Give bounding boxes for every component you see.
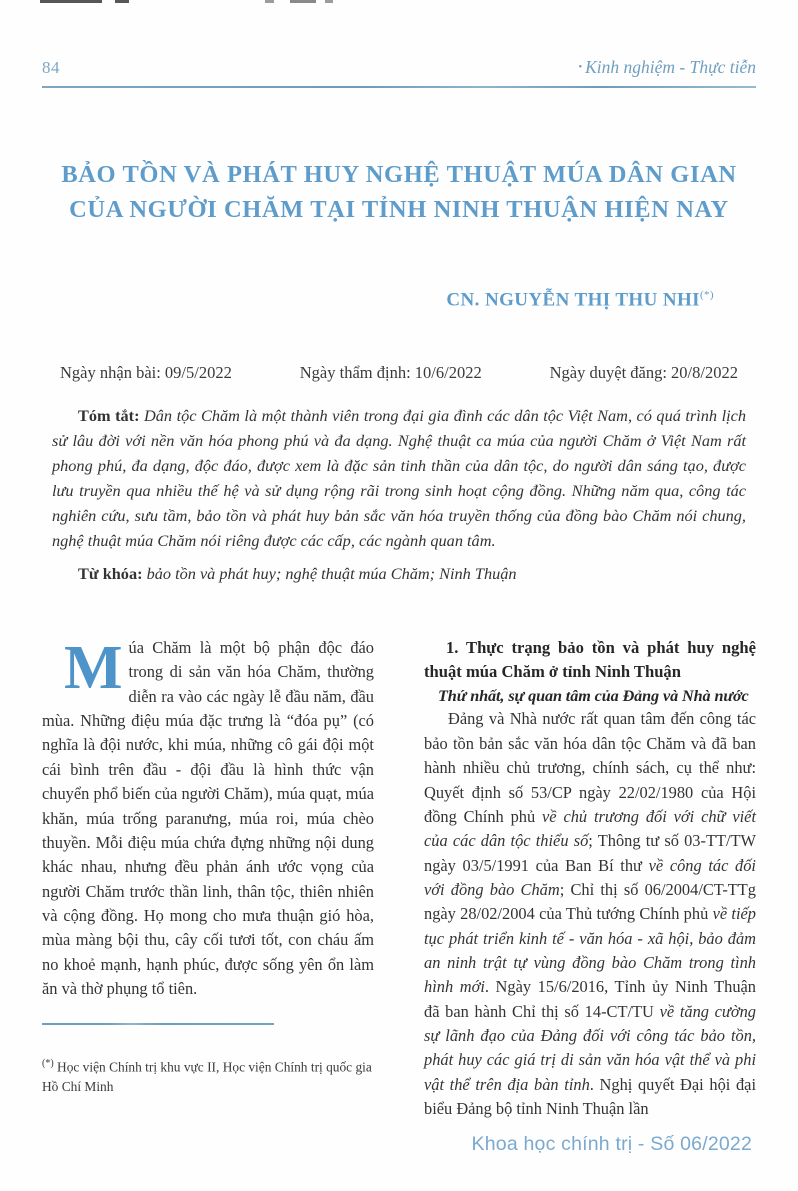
paragraph-run-4: ; Chỉ thị số 06/2004/CT-TTg ngày 28/02/2004 của Thủ tướng Chính phủ [424, 879, 756, 924]
paragraph-run-6: . Ngày 15/6/2016, Tỉnh ủy Ninh Thuận đã ban hành Chỉ thị số 14-CT/TU [424, 977, 756, 1021]
paragraph-run-0: Đảng và Nhà nước rất quan tâm đến công tác bảo tồn bản sắc văn hóa dân tộc Chăm và đã ban hành nhiều chủ trương, chính sách, cụ thể như: Quyết định số 53/CP ngày 22/02/1980 của Hội đồng Chính phủ [424, 709, 756, 826]
abstract-block [52, 404, 746, 586]
author-name: CN. NGUYỄN THỊ THU NHI [446, 289, 700, 311]
footnote-rule [42, 1023, 274, 1025]
column-left [42, 636, 374, 1001]
scan-artifact [40, 0, 102, 3]
date-approved: Ngày duyệt đăng: 20/8/2022 [549, 363, 738, 382]
article-title-line-2: CỦA NGƯỜI CHĂM TẠI TỈNH NINH THUẬN HIỆN NAY [69, 195, 729, 223]
date-reviewed: Ngày thẩm định: 10/6/2022 [299, 363, 482, 382]
author-footnote-marker: (*) [699, 289, 714, 301]
page-number: 84 [42, 58, 60, 77]
date-received: Ngày nhận bài: 09/5/2022 [60, 363, 232, 382]
abstract-text: Dân tộc Chăm là một thành viên trong đại gia đình các dân tộc Việt Nam, có quá trình lịch sử lâu đời với nền văn hóa phong phú và đa dạng. Nghệ thuật ca múa của người Chăm ở Việt Nam rất phong phú, đa dạng, độc đáo, được xem là đặc sản tinh thần của dân tộc, do người dân sáng tạo, được lưu truyền qua nhiều thế hệ và sử dụng rộng rãi trong sinh hoạt cộng đồng. Những năm qua, công tác nghiên cứu, sưu tầm, bảo tồn và phát huy bản sắc văn hóa truyền thống của đồng bào Chăm nói chung, nghệ thuật múa Chăm nói riêng được các cấp, các ngành quan tâm. [52, 406, 746, 550]
page-footer: Khoa học chính trị - Số 06/2022 [471, 1133, 752, 1155]
scan-artifact [290, 0, 316, 3]
publication-dates [60, 363, 738, 383]
bullet-icon: • [578, 61, 583, 73]
title-block [52, 158, 746, 228]
abstract-paragraph [52, 404, 746, 554]
header-rule [42, 86, 756, 88]
keywords-label: Từ khóa: [78, 563, 143, 583]
running-header [42, 58, 756, 92]
footnote-text: Học viện Chính trị khu vực II, Học viện Chính trị quốc gia Hồ Chí Minh [42, 1059, 372, 1094]
keywords-text: bảo tồn và phát huy; nghệ thuật múa Chăm; Ninh Thuận [142, 563, 517, 583]
scan-artifact [325, 0, 333, 3]
paragraph-run-7: về tăng cường sự lãnh đạo của Đảng đối với công tác bảo tồn, phát huy các giá trị di sản văn hóa vật thể và phi vật thể trên địa bàn tỉnh [424, 1001, 756, 1094]
scan-artifact [115, 0, 129, 3]
keywords-paragraph [52, 562, 746, 587]
paragraph-run-1: về chủ trương đối với chữ viết của các dân tộc thiểu số [424, 806, 757, 851]
paragraph-run-2: ; Thông tư số 03-TT/TW ngày 03/5/1991 của Ban Bí thư [424, 831, 756, 875]
scan-artifact [265, 0, 274, 3]
intro-paragraph [42, 636, 374, 1001]
column-right [424, 636, 756, 1122]
paragraph-run-8: . Nghị quyết Đại hội đại biểu Đảng bộ tỉnh Ninh Thuận lần [424, 1074, 757, 1119]
sub-heading-1: Thứ nhất, sự quan tâm của Đảng và Nhà nước [438, 686, 749, 705]
page-title [52, 158, 746, 228]
header-section-text: Kinh nghiệm - Thực tiễn [585, 57, 756, 77]
intro-paragraph-text: úa Chăm là một bộ phận độc đáo trong di sản văn hóa Chăm, thường diễn ra vào các ngày lễ đầu năm, đầu mùa. Những điệu múa đặc trưng là “đóa pụ” (có nghĩa là đội nước, khi múa, những cô gái đội một cái bình trên đầu - đội đầu là hình thức vận chuyển phổ biến của người Chăm), múa quạt, múa khăn, múa trống paranưng, múa roi, múa chèo thuyền. Mỗi điệu múa chứa đựng những nội dung khác nhau, nhưng đều phản ánh ước vọng của người Chăm trước thần linh, thân tộc, thiên nhiên và cộng đồng. Họ mong cho mưa thuận gió hòa, mùa màng bội thu, cây cối tươi tốt, con cháu ấm no khoẻ mạnh, hạnh phúc, được sống yên ổn làm ăn và thờ phụng tổ tiên. [42, 638, 374, 999]
author-byline [52, 289, 746, 311]
body-columns [42, 634, 757, 1119]
header-section-label [578, 57, 756, 78]
right-column-paragraph [424, 707, 756, 1121]
section-heading-1: 1. Thực trạng bảo tồn và phát huy nghệ thuật múa Chăm ở tỉnh Ninh Thuận [424, 638, 756, 681]
abstract-label: Tóm tắt: [78, 406, 140, 425]
paragraph-run-5: về tiếp tục phát triển kinh tế - văn hóa - xã hội, bảo đảm an ninh trật tự vùng đồng bào Chăm trong tình hình mới [424, 904, 756, 997]
footnote [42, 1057, 378, 1096]
footnote-marker: (*) [42, 1058, 54, 1069]
article-title-line-1: BẢO TỒN VÀ PHÁT HUY NGHỆ THUẬT MÚA DÂN GIAN [61, 161, 737, 188]
paragraph-run-3: về công tác đối với đồng bào Chăm [424, 855, 756, 899]
drop-cap: M [64, 634, 123, 702]
